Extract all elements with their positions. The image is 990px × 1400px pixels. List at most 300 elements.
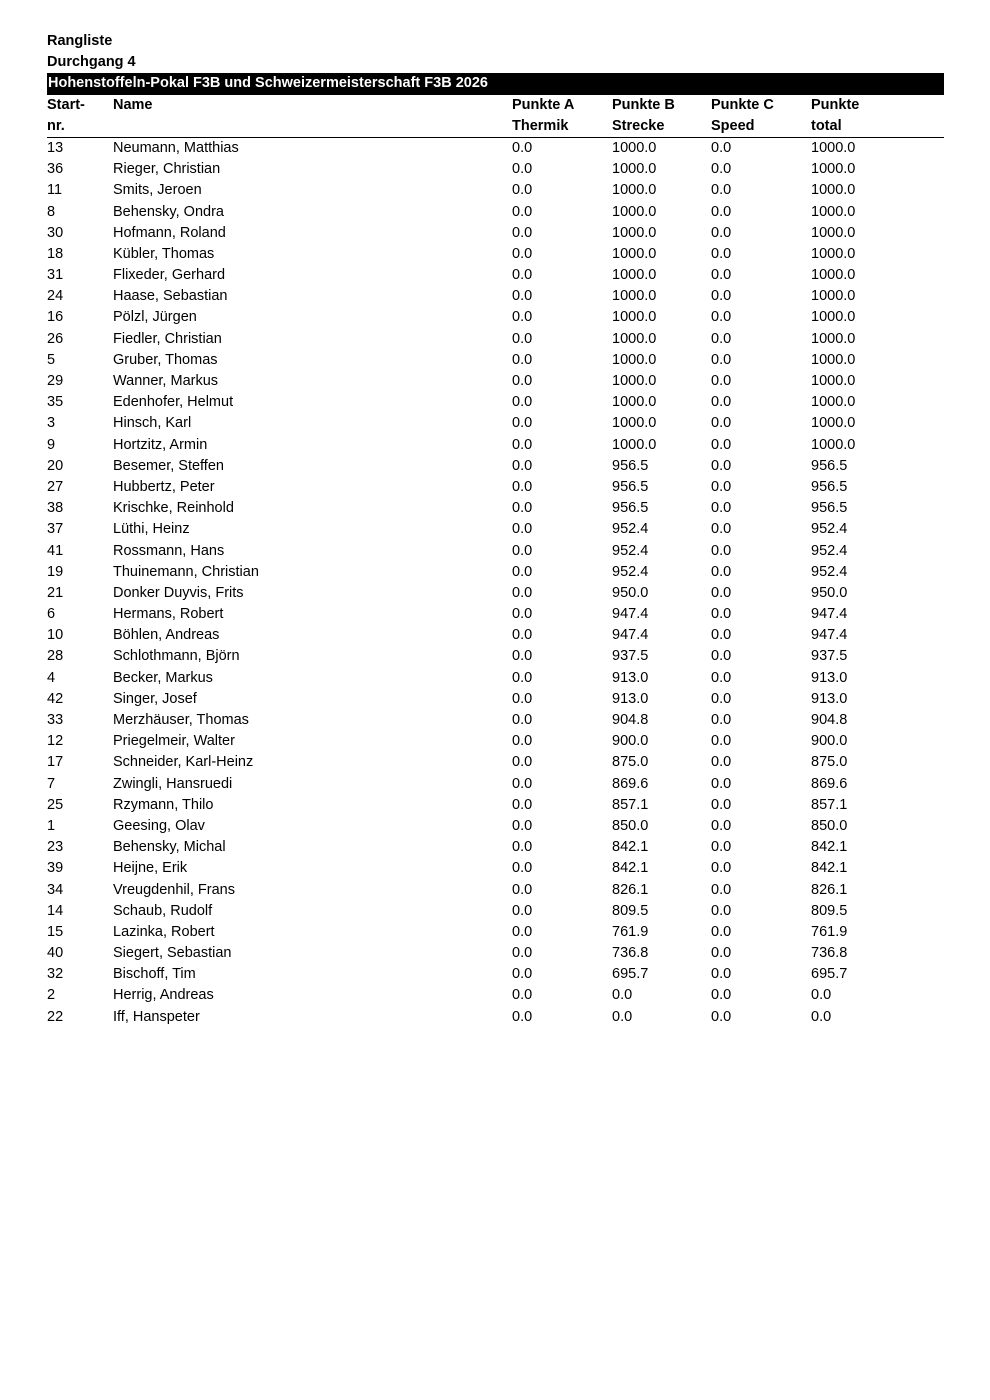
points-b: 809.5 [612, 902, 649, 919]
points-total: 736.8 [811, 945, 848, 962]
points-b: 1000.0 [612, 288, 657, 305]
points-a: 0.0 [512, 775, 533, 792]
start-number: 35 [47, 394, 64, 411]
points-c: 0.0 [711, 436, 732, 453]
points-c: 0.0 [711, 945, 732, 962]
pilot-name: Merzhäuser, Thomas [113, 712, 249, 728]
start-number: 16 [47, 309, 64, 326]
points-c: 0.0 [711, 775, 732, 792]
pilot-name: Hubbertz, Peter [113, 478, 215, 495]
document-title: Rangliste [47, 33, 113, 49]
start-number: 6 [47, 606, 56, 623]
table-row [47, 286, 944, 307]
pilot-name: Thuinemann, Christian [113, 563, 259, 580]
table-row [47, 159, 944, 180]
points-b: 1000.0 [612, 245, 657, 262]
start-number: 25 [47, 796, 64, 813]
pilot-name: Schaub, Rudolf [113, 902, 213, 919]
points-c: 0.0 [711, 478, 732, 495]
pilot-name: Rossmann, Hans [113, 542, 225, 559]
pilot-name: Becker, Markus [113, 669, 213, 686]
table-row [47, 350, 944, 371]
competition-banner: Hohenstoffeln-Pokal F3B und Schweizermeisterschaft F3B 2026 [47, 73, 944, 94]
points-b: 1000.0 [612, 330, 657, 347]
start-number: 41 [47, 542, 64, 559]
points-c: 0.0 [711, 860, 732, 877]
start-number: 3 [47, 415, 56, 432]
table-row [47, 1007, 944, 1028]
pilot-name: Lazinka, Robert [113, 923, 215, 940]
pilot-name: Wanner, Markus [113, 373, 219, 389]
points-total: 1000.0 [811, 436, 856, 453]
pilot-name: Kübler, Thomas [113, 245, 215, 262]
start-number: 36 [47, 161, 64, 178]
pilot-name: Behensky, Michal [113, 839, 226, 856]
points-a: 0.0 [512, 902, 533, 919]
points-a: 0.0 [512, 733, 533, 750]
points-b: 826.1 [612, 881, 649, 898]
start-number: 13 [47, 139, 64, 156]
table-row [47, 668, 944, 689]
points-c: 0.0 [711, 161, 732, 178]
points-c: 0.0 [711, 923, 732, 940]
points-total: 842.1 [811, 860, 848, 877]
points-a: 0.0 [512, 478, 533, 495]
pilot-name: Fiedler, Christian [113, 330, 222, 347]
table-row [47, 329, 944, 350]
round-label: Durchgang 4 [47, 54, 136, 71]
points-a: 0.0 [512, 203, 533, 220]
pilot-name: Schneider, Karl-Heinz [113, 754, 254, 771]
points-a: 0.0 [512, 966, 533, 983]
pilot-name: Smits, Jeroen [113, 182, 202, 199]
points-a: 0.0 [512, 923, 533, 940]
points-a: 0.0 [512, 648, 533, 665]
table-row [47, 774, 944, 795]
points-a: 0.0 [512, 796, 533, 813]
pilot-name: Rieger, Christian [113, 161, 221, 178]
start-number: 7 [47, 775, 56, 792]
points-b: 956.5 [612, 457, 649, 474]
pilot-name: Lüthi, Heinz [113, 521, 190, 538]
points-a: 0.0 [512, 881, 533, 898]
points-c: 0.0 [711, 881, 732, 898]
points-c: 0.0 [711, 309, 732, 326]
pilot-name: Schlothmann, Björn [113, 648, 240, 665]
points-total: 875.0 [811, 754, 848, 771]
points-b: 913.0 [612, 690, 649, 707]
points-b: 1000.0 [612, 267, 657, 284]
points-total: 1000.0 [811, 245, 856, 262]
points-a: 0.0 [512, 182, 533, 199]
header-start-sub: nr. [47, 117, 65, 134]
table-row [47, 816, 944, 837]
points-total: 850.0 [811, 817, 848, 834]
table-row [47, 180, 944, 201]
start-number: 5 [47, 351, 56, 368]
points-c: 0.0 [711, 394, 732, 411]
table-row [47, 519, 944, 540]
points-b: 857.1 [612, 796, 649, 813]
table-row [47, 901, 944, 922]
points-total: 956.5 [811, 478, 848, 495]
points-a: 0.0 [512, 415, 533, 432]
points-b: 0.0 [612, 1008, 633, 1025]
points-a: 0.0 [512, 817, 533, 834]
start-number: 37 [47, 521, 64, 538]
points-total: 1000.0 [811, 373, 856, 389]
points-b: 761.9 [612, 923, 649, 940]
start-number: 21 [47, 584, 64, 601]
points-b: 695.7 [612, 966, 649, 983]
points-total: 1000.0 [811, 351, 856, 368]
points-total: 952.4 [811, 521, 848, 538]
pilot-name: Hermans, Robert [113, 606, 224, 623]
start-number: 39 [47, 860, 64, 877]
points-total: 904.8 [811, 712, 848, 728]
header-total: total [811, 117, 842, 134]
points-b: 842.1 [612, 839, 649, 856]
points-a: 0.0 [512, 309, 533, 326]
points-a: 0.0 [512, 521, 533, 538]
table-row [47, 541, 944, 562]
points-c: 0.0 [711, 648, 732, 665]
start-number: 17 [47, 754, 64, 771]
pilot-name: Hofmann, Roland [113, 224, 226, 241]
ranking-document [47, 31, 944, 1028]
points-b: 1000.0 [612, 394, 657, 411]
points-b: 1000.0 [612, 415, 657, 432]
points-a: 0.0 [512, 394, 533, 411]
points-c: 0.0 [711, 712, 732, 728]
pilot-name: Besemer, Steffen [113, 457, 224, 474]
table-row [47, 371, 944, 392]
start-number: 9 [47, 436, 56, 453]
points-c: 0.0 [711, 606, 732, 623]
points-c: 0.0 [711, 351, 732, 368]
points-b: 736.8 [612, 945, 649, 962]
points-total: 1000.0 [811, 288, 856, 305]
header-strecke: Strecke [612, 117, 665, 134]
header-thermik: Thermik [512, 117, 569, 134]
points-b: 1000.0 [612, 182, 657, 199]
points-total: 1000.0 [811, 139, 856, 156]
table-row [47, 202, 944, 223]
pilot-name: Pölzl, Jürgen [113, 309, 197, 326]
points-c: 0.0 [711, 1008, 732, 1025]
points-b: 1000.0 [612, 309, 657, 326]
table-row [47, 435, 944, 456]
points-c: 0.0 [711, 224, 732, 241]
points-c: 0.0 [711, 139, 732, 156]
table-row [47, 583, 944, 604]
points-c: 0.0 [711, 817, 732, 834]
table-row [47, 265, 944, 286]
points-c: 0.0 [711, 267, 732, 284]
points-a: 0.0 [512, 224, 533, 241]
points-c: 0.0 [711, 288, 732, 305]
pilot-name: Herrig, Andreas [113, 987, 214, 1004]
points-total: 956.5 [811, 500, 848, 517]
pilot-name: Rzymann, Thilo [113, 796, 214, 813]
points-a: 0.0 [512, 712, 533, 728]
points-a: 0.0 [512, 606, 533, 623]
points-total: 0.0 [811, 987, 832, 1004]
start-number: 23 [47, 839, 64, 856]
start-number: 14 [47, 902, 64, 919]
points-b: 956.5 [612, 500, 649, 517]
pilot-name: Siegert, Sebastian [113, 945, 232, 962]
points-c: 0.0 [711, 669, 732, 686]
points-b: 842.1 [612, 860, 649, 877]
table-row [47, 880, 944, 901]
pilot-name: Flixeder, Gerhard [113, 267, 226, 284]
header-points-total: Punkte [811, 96, 860, 113]
header-row-1 [47, 95, 944, 116]
points-b: 913.0 [612, 669, 649, 686]
points-total: 952.4 [811, 563, 848, 580]
points-b: 952.4 [612, 563, 649, 580]
table-row [47, 858, 944, 879]
points-total: 1000.0 [811, 267, 856, 284]
points-a: 0.0 [512, 457, 533, 474]
points-total: 857.1 [811, 796, 848, 813]
points-total: 952.4 [811, 542, 848, 559]
points-total: 947.4 [811, 606, 848, 623]
points-total: 1000.0 [811, 224, 856, 241]
points-c: 0.0 [711, 415, 732, 432]
pilot-name: Edenhofer, Helmut [113, 394, 234, 411]
points-total: 1000.0 [811, 309, 856, 326]
points-c: 0.0 [711, 373, 732, 389]
points-a: 0.0 [512, 754, 533, 771]
pilot-name: Heijne, Erik [113, 860, 188, 877]
table-row [47, 752, 944, 773]
points-a: 0.0 [512, 139, 533, 156]
points-a: 0.0 [512, 288, 533, 305]
start-number: 42 [47, 690, 64, 707]
points-a: 0.0 [512, 690, 533, 707]
table-row [47, 456, 944, 477]
header-points-b: Punkte B [612, 96, 675, 113]
points-c: 0.0 [711, 987, 732, 1004]
start-number: 18 [47, 245, 64, 262]
points-a: 0.0 [512, 839, 533, 856]
pilot-name: Krischke, Reinhold [113, 500, 234, 517]
points-a: 0.0 [512, 161, 533, 178]
pilot-name: Böhlen, Andreas [113, 627, 220, 644]
points-c: 0.0 [711, 521, 732, 538]
points-a: 0.0 [512, 267, 533, 284]
start-number: 19 [47, 563, 64, 580]
start-number: 8 [47, 203, 56, 220]
header-start: Start- [47, 96, 85, 113]
points-c: 0.0 [711, 902, 732, 919]
table-row [47, 223, 944, 244]
pilot-name: Geesing, Olav [113, 817, 205, 834]
points-total: 842.1 [811, 839, 848, 856]
points-b: 947.4 [612, 606, 649, 623]
start-number: 11 [47, 182, 63, 199]
points-b: 850.0 [612, 817, 649, 834]
table-row [47, 244, 944, 265]
table-row [47, 943, 944, 964]
pilot-name: Gruber, Thomas [113, 351, 218, 368]
start-number: 30 [47, 224, 64, 241]
points-a: 0.0 [512, 627, 533, 644]
start-number: 29 [47, 373, 64, 389]
points-total: 809.5 [811, 902, 848, 919]
points-c: 0.0 [711, 796, 732, 813]
points-c: 0.0 [711, 584, 732, 601]
table-row [47, 604, 944, 625]
table-row [47, 710, 944, 731]
points-c: 0.0 [711, 182, 732, 199]
start-number: 32 [47, 966, 64, 983]
start-number: 40 [47, 945, 64, 962]
points-total: 900.0 [811, 733, 848, 750]
points-total: 913.0 [811, 669, 848, 686]
points-c: 0.0 [711, 542, 732, 559]
points-a: 0.0 [512, 373, 533, 389]
start-number: 4 [47, 669, 56, 686]
pilot-name: Zwingli, Hansruedi [113, 775, 233, 792]
pilot-name: Hinsch, Karl [113, 415, 192, 432]
points-c: 0.0 [711, 627, 732, 644]
points-a: 0.0 [512, 351, 533, 368]
table-row [47, 646, 944, 667]
points-a: 0.0 [512, 860, 533, 877]
points-b: 1000.0 [612, 373, 657, 389]
points-c: 0.0 [711, 457, 732, 474]
points-c: 0.0 [711, 500, 732, 517]
points-total: 869.6 [811, 775, 848, 792]
start-number: 24 [47, 288, 64, 305]
table-row [47, 731, 944, 752]
points-total: 913.0 [811, 690, 848, 707]
points-total: 1000.0 [811, 394, 856, 411]
table-row [47, 625, 944, 646]
pilot-name: Vreugdenhil, Frans [113, 881, 235, 898]
points-c: 0.0 [711, 330, 732, 347]
points-total: 826.1 [811, 881, 848, 898]
start-number: 33 [47, 712, 64, 728]
points-total: 947.4 [811, 627, 848, 644]
start-number: 34 [47, 881, 64, 898]
points-a: 0.0 [512, 542, 533, 559]
points-total: 1000.0 [811, 415, 856, 432]
header-name: Name [113, 96, 153, 113]
pilot-name: Neumann, Matthias [113, 139, 239, 156]
points-b: 1000.0 [612, 161, 657, 178]
points-b: 900.0 [612, 733, 649, 750]
points-b: 869.6 [612, 775, 649, 792]
pilot-name: Iff, Hanspeter [113, 1008, 200, 1025]
points-a: 0.0 [512, 563, 533, 580]
table-row [47, 138, 944, 159]
header-name-sub [113, 116, 512, 137]
points-a: 0.0 [512, 987, 533, 1004]
points-b: 952.4 [612, 521, 649, 538]
points-b: 937.5 [612, 648, 649, 665]
points-c: 0.0 [711, 733, 732, 750]
points-b: 1000.0 [612, 436, 657, 453]
table-row [47, 795, 944, 816]
start-number: 38 [47, 500, 64, 517]
points-total: 950.0 [811, 584, 848, 601]
start-number: 15 [47, 923, 64, 940]
table-row [47, 498, 944, 519]
points-c: 0.0 [711, 839, 732, 856]
table-row [47, 562, 944, 583]
points-b: 950.0 [612, 584, 649, 601]
pilot-name: Donker Duyvis, Frits [113, 584, 244, 601]
start-number: 2 [47, 987, 56, 1004]
points-c: 0.0 [711, 754, 732, 771]
table-header [47, 95, 944, 138]
points-b: 956.5 [612, 478, 649, 495]
points-a: 0.0 [512, 1008, 533, 1025]
points-c: 0.0 [711, 203, 732, 220]
points-b: 0.0 [612, 987, 633, 1004]
pilot-name: Behensky, Ondra [113, 203, 224, 220]
header-points-a: Punkte A [512, 96, 575, 113]
points-total: 937.5 [811, 648, 848, 665]
points-c: 0.0 [711, 245, 732, 262]
start-number: 10 [47, 627, 64, 644]
points-c: 0.0 [711, 563, 732, 580]
start-number: 31 [47, 267, 64, 284]
start-number: 1 [47, 817, 56, 834]
start-number: 27 [47, 478, 64, 495]
pilot-name: Hortzitz, Armin [113, 436, 208, 453]
points-total: 1000.0 [811, 161, 856, 178]
points-b: 904.8 [612, 712, 649, 728]
pilot-name: Priegelmeir, Walter [113, 733, 235, 750]
points-a: 0.0 [512, 584, 533, 601]
points-total: 1000.0 [811, 330, 856, 347]
start-number: 28 [47, 648, 64, 665]
table-row [47, 689, 944, 710]
points-b: 875.0 [612, 754, 649, 771]
points-b: 952.4 [612, 542, 649, 559]
points-a: 0.0 [512, 500, 533, 517]
header-points-c: Punkte C [711, 96, 774, 113]
points-total: 1000.0 [811, 182, 856, 199]
pilot-name: Haase, Sebastian [113, 288, 228, 305]
points-total: 0.0 [811, 1008, 832, 1025]
points-b: 1000.0 [612, 224, 657, 241]
points-total: 1000.0 [811, 203, 856, 220]
table-row [47, 477, 944, 498]
start-number: 26 [47, 330, 64, 347]
points-a: 0.0 [512, 245, 533, 262]
points-b: 1000.0 [612, 139, 657, 156]
pilot-name: Singer, Josef [113, 690, 197, 707]
points-total: 761.9 [811, 923, 848, 940]
table-row [47, 837, 944, 858]
pilot-name: Bischoff, Tim [113, 966, 196, 983]
start-number: 12 [47, 733, 64, 750]
points-total: 956.5 [811, 457, 848, 474]
points-a: 0.0 [512, 436, 533, 453]
points-c: 0.0 [711, 966, 732, 983]
points-a: 0.0 [512, 669, 533, 686]
table-row [47, 413, 944, 434]
points-total: 695.7 [811, 966, 848, 983]
points-a: 0.0 [512, 330, 533, 347]
header-speed: Speed [711, 117, 755, 134]
